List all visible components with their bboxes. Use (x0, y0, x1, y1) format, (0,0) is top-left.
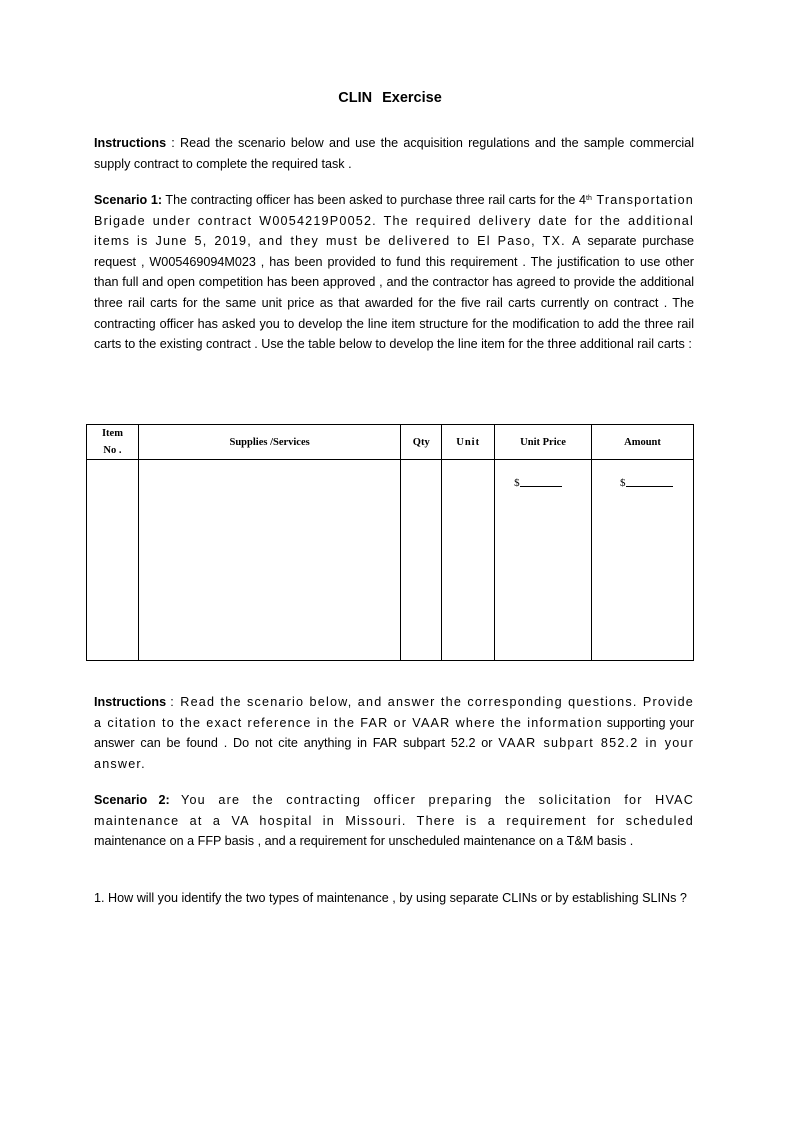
question-1: 1. How will you identify the two types of maintenance , by using separate CLINs or by establishing SLINs ? (94, 891, 687, 905)
cell-unit[interactable] (442, 460, 495, 661)
instructions-paragraph-2 (94, 692, 694, 774)
cell-item-no[interactable] (87, 460, 139, 661)
amount-dollar: $ (620, 477, 626, 489)
instructions-label-2: Instructions (94, 695, 167, 709)
table-header-row (87, 425, 694, 460)
cell-qty[interactable] (401, 460, 442, 661)
scenario-1-text-rest: separate purchase request , W005469094M023 , has been provided to fund this requirement . The justification to use other than full and open competition has been approved , and the contractor has agreed to provide the additional three rail carts for the same unit price as that awarded for the five rail carts currently on contract . The contracting officer has asked you to develop the line item structure for the modification to add the three rail carts to the existing contract . Use the table below to develop the line item for the three additional rail carts : (94, 234, 695, 352)
header-qty: Qty (401, 425, 442, 460)
instructions-text-2b: supporting your answer can be found . Do not cite anything in FAR subpart 52.2 or (94, 715, 695, 751)
table-row (87, 460, 694, 661)
instructions-text-2c: VAAR subpart 852.2 in your answer. (94, 736, 694, 771)
scenario-1-paragraph (94, 189, 694, 355)
page-title: CLIN Exercise (338, 90, 442, 106)
ordinal-suffix: th (586, 195, 592, 202)
instructions-text: : Read the scenario below and use the acquisition regulations and the sample commercial supply contract to complete the required task . (94, 136, 695, 171)
scenario-1-label: Scenario 1: (94, 193, 163, 207)
amount-blank[interactable] (626, 476, 673, 487)
scenario-2-paragraph (94, 790, 694, 852)
scenario-1-text-cont: Transportation Brigade under contract W0054219P0052. The required delivery date for the additional items is June 5, 2019, and they must be delivered to El Paso, TX. A (94, 193, 694, 249)
scenario-2-text-b: maintenance on a FFP basis , and a requirement for unscheduled maintenance on a T&M basis . (94, 834, 634, 849)
header-unit-price: Unit Price (495, 425, 592, 460)
header-amount: Amount (592, 425, 694, 460)
instructions-text-2: : Read the scenario below, and answer the corresponding questions. Provide a citation to the exact reference in the FAR or VAAR where the information (94, 695, 694, 730)
clin-table (86, 424, 694, 661)
header-supplies-services: Supplies /Services (138, 425, 400, 460)
cell-supplies-services[interactable] (138, 460, 400, 661)
instructions-label: Instructions (94, 136, 167, 150)
cell-unit-price[interactable] (495, 460, 592, 661)
scenario-2-text: You are the contracting officer preparing the solicitation for HVAC maintenance at a VA hospital in Missouri. There is a requirement for scheduled (94, 793, 695, 828)
instructions-paragraph-1 (94, 133, 694, 174)
scenario-1-text: The contracting officer has been asked to purchase three rail carts for the 4 (165, 193, 587, 207)
scenario-2-label: Scenario 2: (94, 793, 170, 807)
header-item-no: Item No . (87, 425, 139, 460)
unit-price-blank[interactable] (520, 476, 562, 487)
cell-amount[interactable] (592, 460, 694, 661)
header-unit: Unit (442, 425, 495, 460)
unit-price-dollar: $ (514, 477, 520, 489)
